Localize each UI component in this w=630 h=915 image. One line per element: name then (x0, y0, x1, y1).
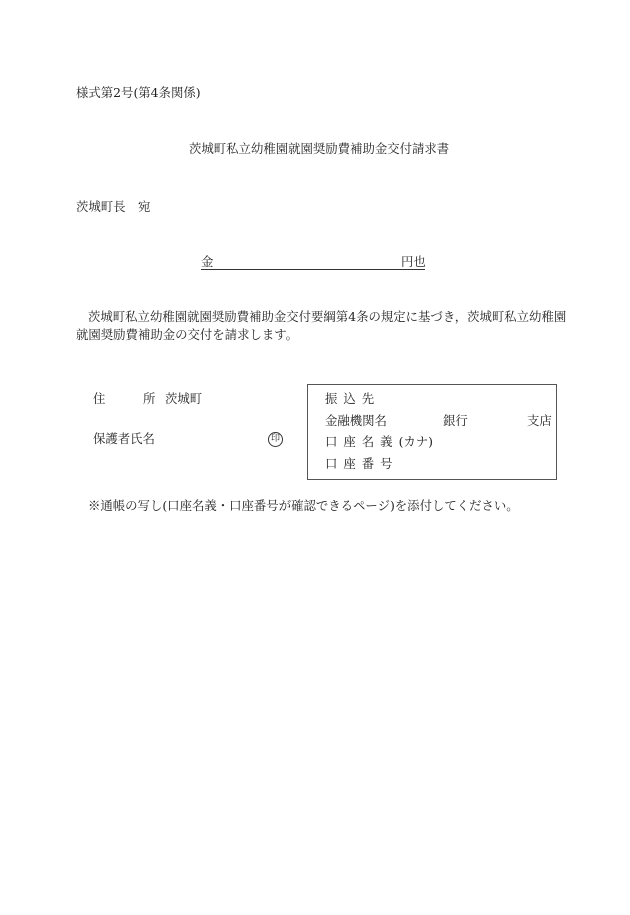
amount-suffix: 円也 (401, 254, 426, 269)
guardian-name-label: 保護者氏名 (93, 431, 155, 446)
bank-label: 金融機関名 (325, 413, 387, 428)
seal-mark: 印 (268, 432, 283, 447)
amount-prefix: 金 (201, 254, 214, 269)
form-number: 様式第2号(第4条関係) (76, 85, 201, 100)
address-value[interactable]: 茨城町 (165, 391, 203, 406)
attachment-note: ※通帳の写し(口座名義・口座番号が確認できるページ)を添付してください。 (88, 498, 519, 513)
document-title: 茨城町私立幼稚園就園奨励費補助金交付請求書 (189, 141, 450, 156)
address-label-2: 所 (143, 391, 156, 406)
body-text-line2: 就園奨励費補助金の交付を請求します。 (76, 327, 299, 342)
body-text-line1: 茨城町私立幼稚園就園奨励費補助金交付要綱第4条の規定に基づき，茨城町私立幼稚園 (88, 309, 567, 324)
transfer-heading: 振込先 (325, 391, 381, 406)
address-label-1: 住 (93, 391, 106, 406)
amount-field[interactable] (201, 255, 425, 270)
account-number-label: 口座番号 (325, 456, 399, 471)
branch-suffix: 支店 (527, 413, 552, 428)
account-name-note: (カナ) (398, 434, 434, 449)
account-name-label-text: 口座名義 (325, 434, 399, 449)
account-name-label (325, 435, 433, 449)
addressee: 茨城町長 宛 (76, 199, 151, 214)
bank-suffix: 銀行 (443, 413, 468, 428)
